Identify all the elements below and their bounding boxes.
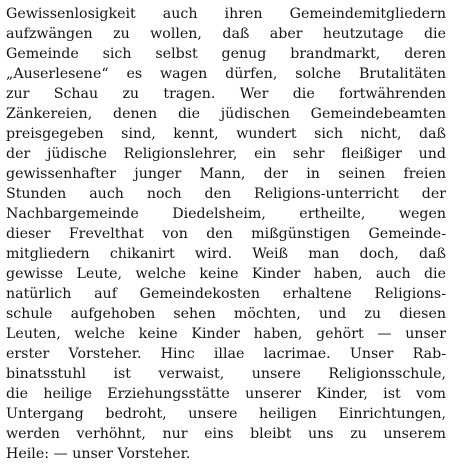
text-line-12: dieser Frevelthat von den mißgünstigen Gemeinde- [6,226,446,242]
text-line-20: die heilige Erziehungsstätte unserer Kinder, ist vom [6,386,446,402]
text-column [6,3,446,463]
text-line-1: Gewissenlosigkeit auch ihren Gemeindemitgliedern [6,6,446,22]
text-line-4: „Auserlesene“ es wagen dürfen, solche Brutalitäten [6,66,446,82]
text-line-8: der jüdische Religionslehrer, ein sehr fleißiger und [6,146,446,162]
text-line-14: gewisse Leute, welche keine Kinder haben, auch die [6,266,446,282]
text-line-6: Zänkereien, denen die jüdischen Gemeindebeamten [6,106,446,122]
text-line-19: binatsstuhl ist verwaist, unsere Religionsschule, [6,366,446,382]
text-line-10: Stunden auch noch den Religions-unterricht der [6,186,446,202]
text-line-18: erster Vorsteher. Hinc illae lacrimae. Unser Rab- [6,346,446,362]
text-line-15: natürlich auf Gemeindekosten erhaltene Religions- [6,286,446,302]
text-line-5: zur Schau zu tragen. Wer die fortwährenden [6,86,446,102]
text-line-21: Untergang bedroht, unsere heiligen Einrichtungen, [6,406,446,422]
text-line-16: schule aufgehoben sehen möchten, und zu diesen [6,306,446,322]
text-line-3: Gemeinde sich selbst genug brandmarkt, deren [6,46,446,62]
text-line-7: preisgegeben sind, kennt, wundert sich nicht, daß [6,126,446,142]
text-line-17: Leuten, welche keine Kinder haben, gehört — unser [6,326,446,342]
text-line-11: Nachbargemeinde Diedelsheim, ertheilte, wegen [6,206,446,222]
text-line-13: mitgliedern chikanirt wird. Weiß man doch, daß [6,246,446,262]
text-line-2: aufzwängen zu wollen, daß aber heutzutage die [6,26,446,42]
text-line-9: gewissenhafter junger Mann, der in seinen freien [6,166,446,182]
text-line-22: werden verhöhnt, nur eins bleibt uns zu unserem [6,426,446,442]
text-line-23: Heile: — unser Vorsteher. [6,446,191,462]
